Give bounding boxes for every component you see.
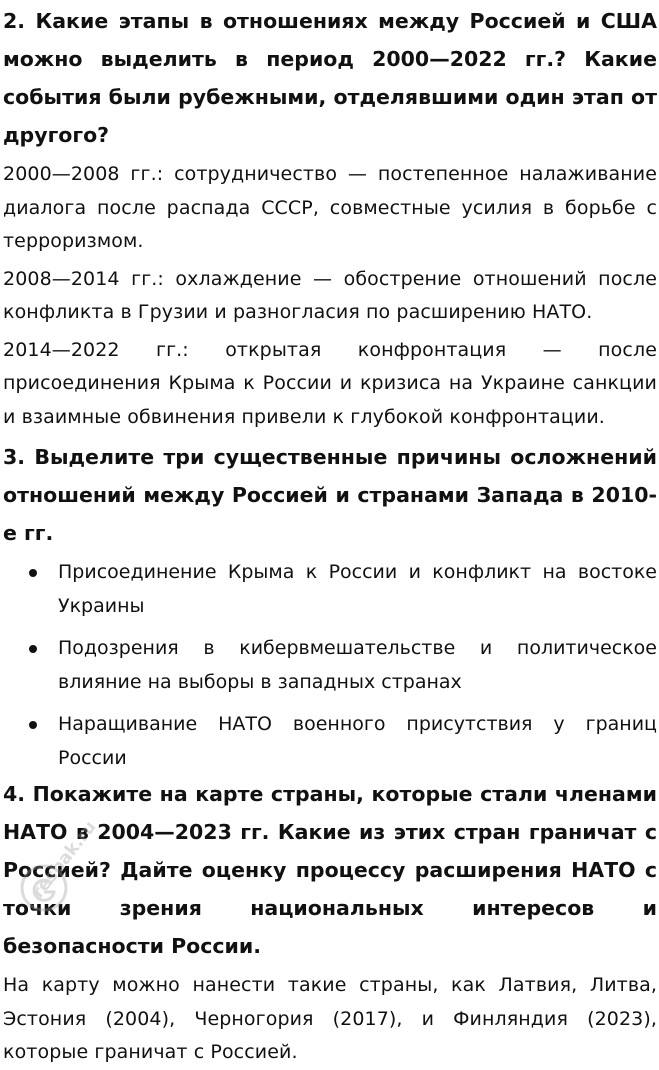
bullet-icon [29,569,37,577]
question-4-title: 4. Покажите на карте страны, которые стали членами НАТО в 2004—2023 гг. Какие из этих стран граничат с Россией? Дайте оценку процессу расширения НАТО с точки зрения национальных интересов и безопасности России. [3,782,657,958]
question-4-answer: На карту можно нанести такие страны, как Латвия, Литва, Эстония (2004), Черногория (2017), и Финляндия (2023), которые граничат с Россией. [3,974,657,1063]
question-3-answer-list [3,556,657,775]
list-item-text: Наращивание НАТО военного присутствия у границ России [58,713,657,769]
question-2-answer-stage-3: 2014—2022 гг.: открытая конфронтация — после присоединения Крыма к России и кризиса на Украине санкции и взаимные обвинения привели к глубокой конфронтации. [3,338,657,428]
list-item [3,632,657,699]
question-3-title: 3. Выделите три существенные причины осложнений отношений между Россией и странами Запада в 2010-е гг. [3,445,657,545]
list-item [3,556,657,623]
list-item-text: Подозрения в кибервмешательстве и политическое влияние на выборы в западных странах [58,637,657,693]
bullet-icon [29,645,37,653]
list-item-text: Присоединение Крыма к России и конфликт на востоке Украины [58,561,657,617]
question-2-answer-stage-1: 2000—2008 гг.: сотрудничество — постепенное налаживание диалога после распада СССР, совместные усилия в борьбе с терроризмом. [3,163,657,252]
watermark-text: resbak.ru [28,817,101,903]
list-item [3,708,657,775]
question-2-title: 2. Какие этапы в отношениях между Россией и США можно выделить в период 2000—2022 гг.? Какие события были рубежными, отделявшими один этап от другого? [3,9,657,147]
question-2-answer-stage-2: 2008—2014 гг.: охлаждение — обострение отношений после конфликта в Грузии и разногласия по расширению НАТО. [3,267,657,323]
bullet-icon [29,721,37,729]
